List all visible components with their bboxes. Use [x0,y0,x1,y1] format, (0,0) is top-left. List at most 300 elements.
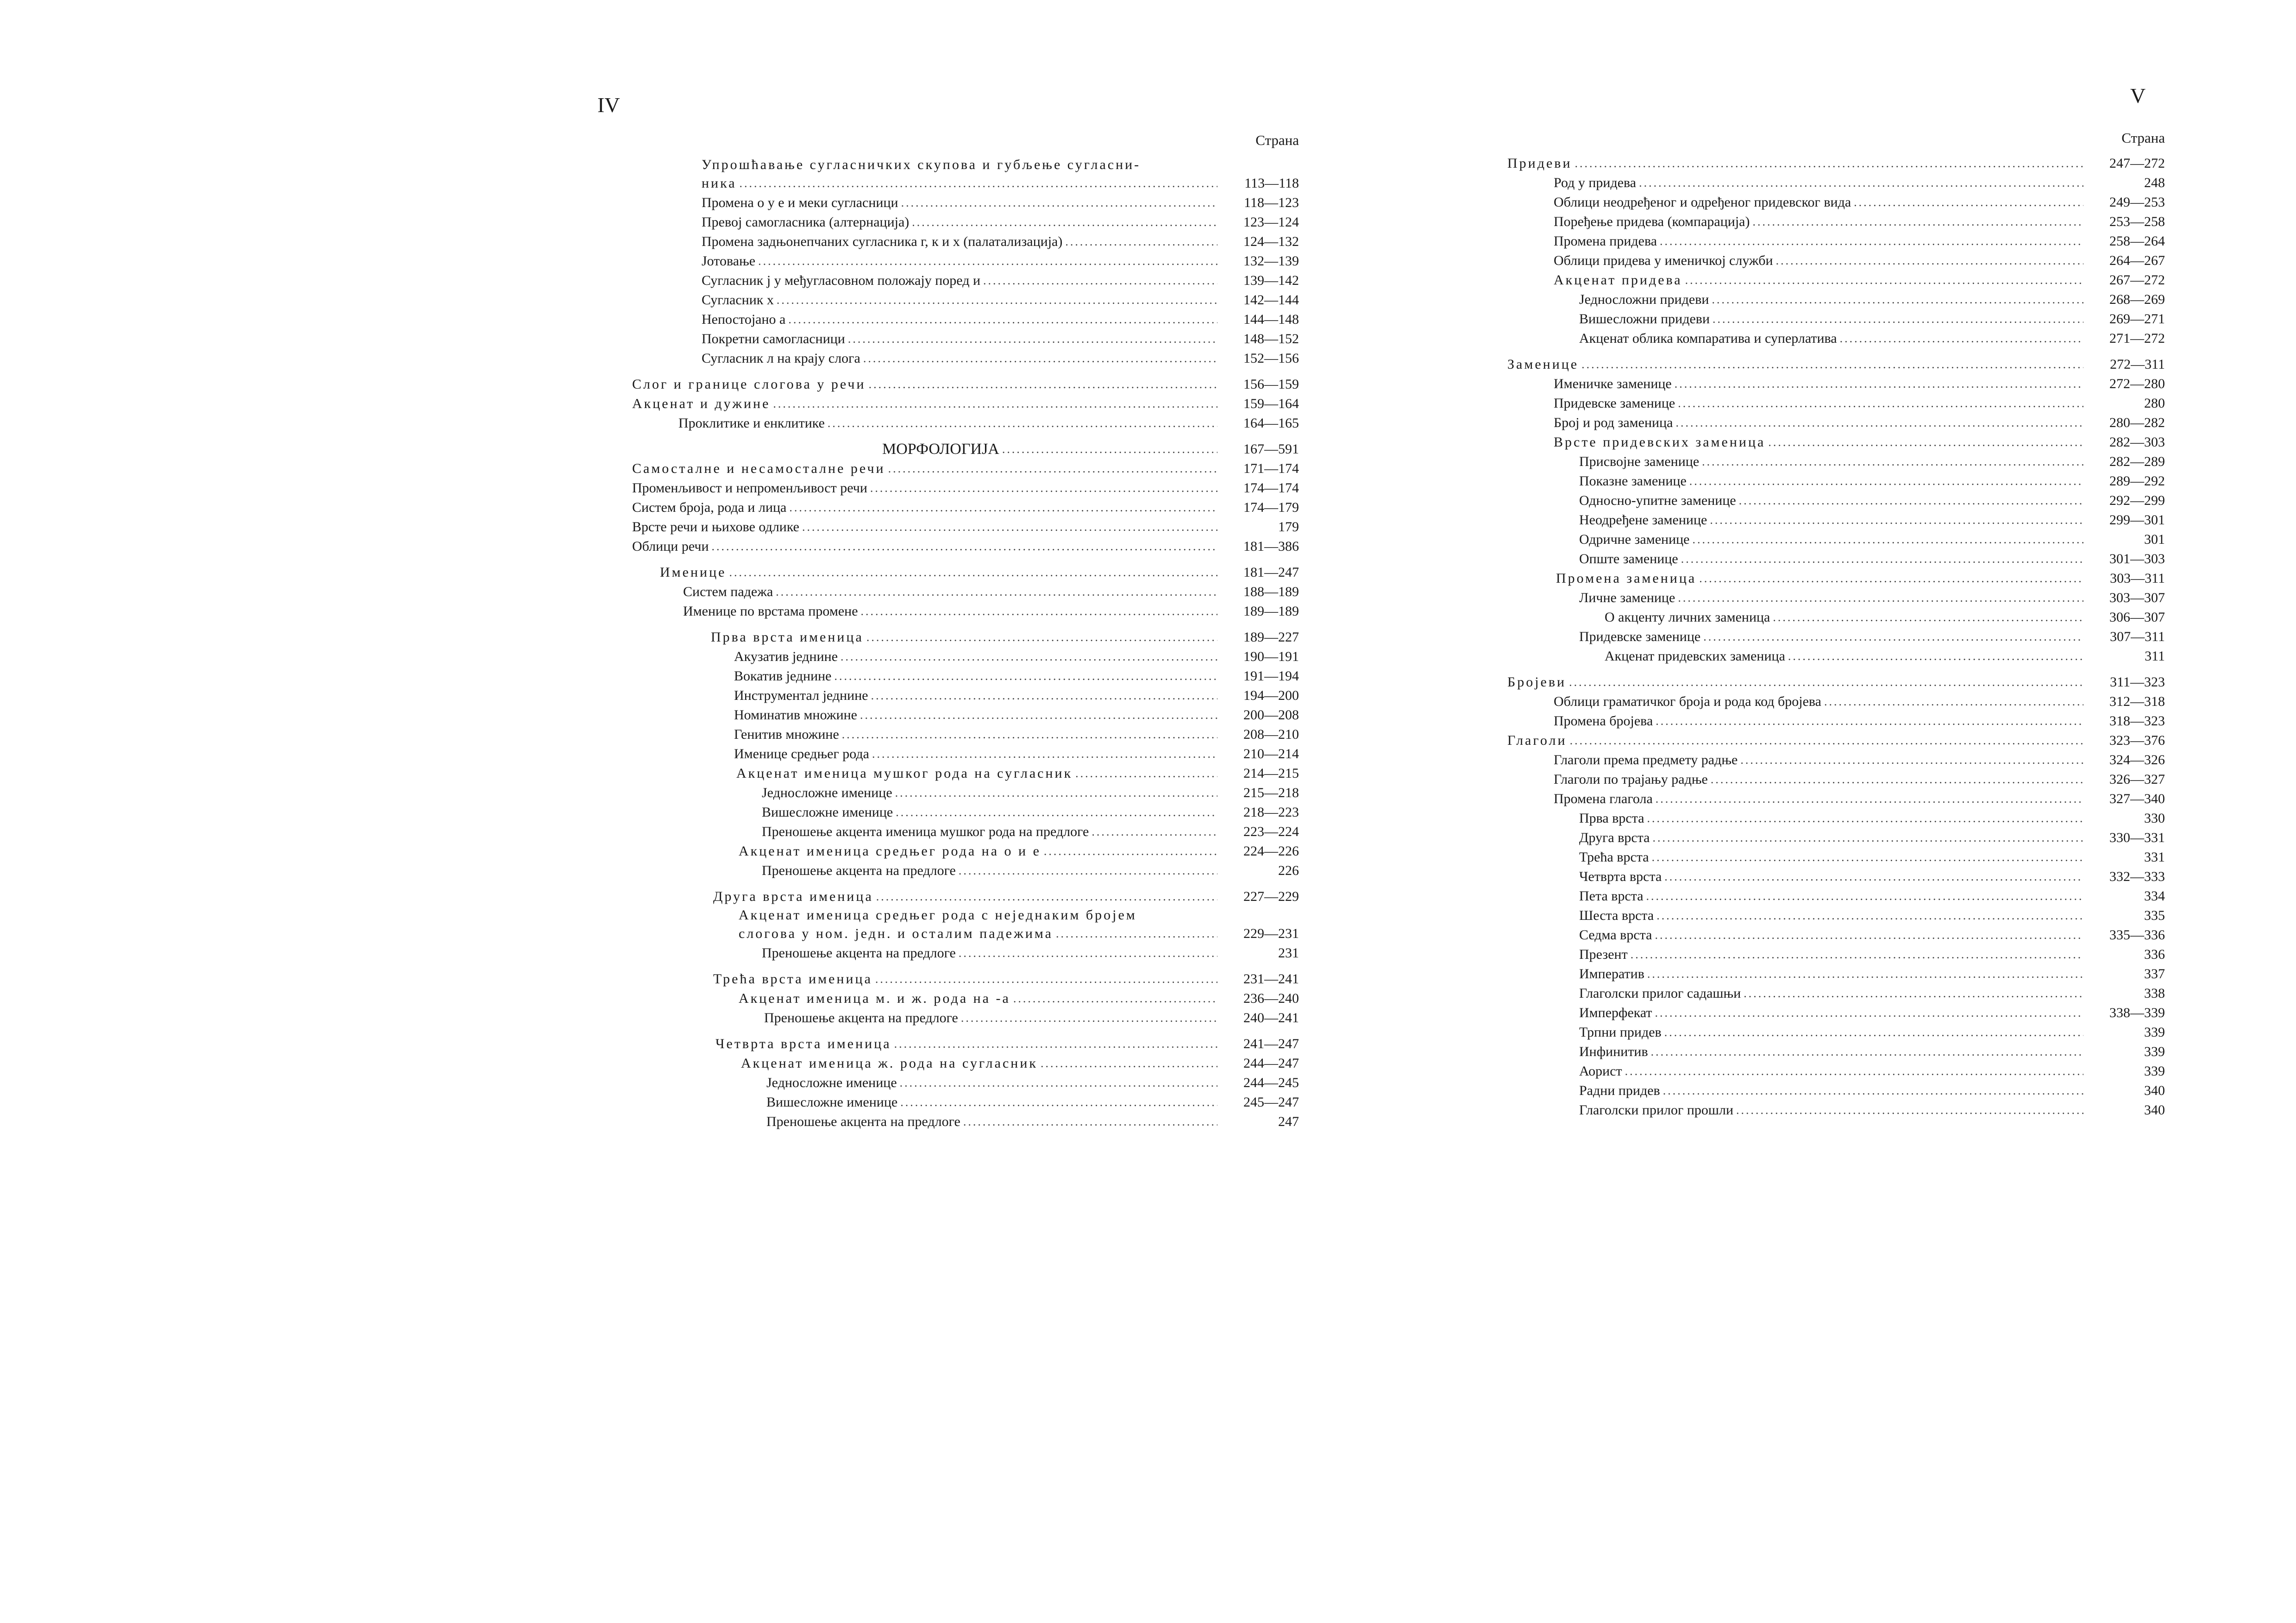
toc-entry-label: Показне заменице [1579,473,1687,489]
toc-entry [1507,925,2165,945]
leader-dots [1685,270,2083,290]
toc-entry [632,989,1299,1008]
toc-entry-line1: Упрошћавање сугласничких скупова и губљење сугласни- [702,157,1141,172]
toc-entry-label: Императив [1579,966,1644,981]
toc-page-range: 214—215 [1243,766,1299,781]
toc-page-range: 264—267 [2109,253,2165,268]
toc-page-range: 167—591 [1243,441,1299,457]
leader-dots [1681,549,2083,569]
toc-entry [632,193,1299,213]
toc-page-range: 301—303 [2109,551,2165,566]
toc-entry [632,537,1299,556]
toc-entry-label: Презент [1579,947,1628,962]
toc-entry [632,705,1299,725]
leader-dots [900,1093,1217,1112]
leader-dots [842,725,1217,744]
leader-dots [1768,433,2083,452]
toc-entry-label: Акценат облика компаратива и суперлатива [1579,331,1837,346]
toc-entry [1507,887,2165,906]
toc-entry [1507,530,2165,549]
toc-entry [632,478,1299,498]
leader-dots [1652,848,2083,867]
leader-dots [901,193,1217,213]
toc-page-range: 327—340 [2109,791,2165,806]
leader-dots [1739,491,2083,510]
leader-dots [869,375,1217,394]
leader-dots [1699,569,2083,588]
leader-dots [712,537,1217,556]
toc-entry-label: Радни придев [1579,1083,1660,1098]
leader-dots [1675,413,2083,433]
leader-dots [834,667,1218,686]
toc-entry-label: Промена бројева [1554,713,1653,729]
toc-entry [632,375,1299,394]
toc-entry [632,887,1299,906]
leader-dots [1824,692,2083,711]
toc-entry-label: Једносложне именице [762,785,892,800]
toc-entry [1507,828,2165,848]
toc-page-range: 282—303 [2109,434,2165,450]
leader-dots [1689,472,2083,491]
toc-entry [1507,413,2165,433]
toc-entry [1507,433,2165,452]
toc-entry [1507,809,2165,828]
toc-page-range: 271—272 [2109,331,2165,346]
toc-entry [1507,1042,2165,1062]
leader-dots [1575,154,2083,173]
toc-page-range: 171—174 [1243,461,1299,476]
toc-entry [632,329,1299,349]
toc-page-range: 267—272 [2109,272,2165,288]
toc-entry-label: Преношење акцента на предлоге [762,863,956,878]
toc-entry-label: Именице средњег рода [734,746,869,761]
toc-page-range: 299—301 [2109,512,2165,528]
toc-entry [1507,673,2165,692]
toc-page-range: 330—331 [2109,830,2165,845]
leader-dots [1652,828,2083,848]
toc-entry [1507,692,2165,711]
left-page-number: IV [597,93,620,117]
toc-entry-label: Инфинитив [1579,1044,1648,1059]
toc-entry-label: Променљивост и непроменљивост речи [632,480,867,496]
leader-dots [888,459,1217,478]
toc-page-range: 340 [2144,1083,2165,1098]
leader-dots [740,174,1217,193]
toc-entry [1507,964,2165,984]
toc-page-range: 174—179 [1243,500,1299,515]
leader-dots [861,602,1217,621]
toc-page-range: 189—189 [1243,604,1299,619]
toc-entry [632,822,1299,842]
toc-page-range: 159—164 [1243,396,1299,411]
toc-page-range: 303—311 [2110,571,2165,586]
toc-entry-label: Глаголски прилог садашњи [1579,986,1741,1001]
toc-page-range: 231 [1278,945,1299,961]
toc-page-range: 338 [2144,986,2165,1001]
toc-entry [632,252,1299,271]
leader-dots [777,290,1217,310]
toc-entry [632,647,1299,667]
leader-dots [1656,711,2083,731]
leader-dots [1660,232,2083,251]
leader-dots [758,252,1217,271]
toc-entry-label: Промена задњонепчаних сугласника г, к и х (палатализација) [702,234,1063,249]
toc-entry [632,459,1299,478]
toc-entry [1507,355,2165,374]
toc-entry [632,861,1299,881]
leader-dots [1713,309,2083,329]
toc-entry-label: Сугласник л на крају слога [702,351,860,366]
toc-page-range: 311—323 [2110,674,2165,690]
toc-page-range: 335—336 [2109,927,2165,943]
toc-entry-label: МОРФОЛОГИЈА [882,440,999,458]
toc-entry [632,213,1299,232]
toc-entry [632,1073,1299,1093]
leader-dots [1752,212,2083,232]
toc-entry-label: Акценат именица ж. рода на сугласник [741,1056,1038,1071]
toc-entry-label: Одричне заменице [1579,532,1690,547]
left-column-header: Страна [1255,132,1299,148]
leader-dots [1736,1101,2083,1120]
toc-entry-label: Покретни самогласници [702,331,845,346]
leader-dots [1664,867,2083,887]
toc-entry-label: Акузатив једнине [734,649,838,664]
toc-entry [1507,647,2165,666]
toc-entry [632,394,1299,414]
toc-page-range: 189—227 [1243,629,1299,645]
leader-dots [1655,925,2083,945]
leader-dots [1678,394,2083,413]
leader-dots [1703,627,2083,647]
toc-entry [1507,510,2165,530]
toc-entry [1507,1023,2165,1042]
toc-page-range: 249—253 [2109,195,2165,210]
leader-dots [900,1073,1217,1093]
toc-entry [632,764,1299,783]
leader-dots [1744,984,2083,1003]
toc-page-range: 324—326 [2109,752,2165,767]
toc-entry-label: Непостојано а [702,312,786,327]
toc-entry [1507,945,2165,964]
toc-entry-label: Односно-упитне заменице [1579,493,1736,508]
leader-dots [983,271,1217,290]
toc-section-heading [632,440,1299,459]
toc-page-range: 156—159 [1243,377,1299,392]
toc-entry [632,783,1299,803]
leader-dots [776,582,1217,602]
toc-entry-label: Промена заменица [1556,571,1697,586]
leader-dots [1631,945,2083,964]
toc-entry-label: Облици придева у именичкој служби [1554,253,1773,268]
toc-entry-label: Глаголски прилог прошли [1579,1102,1734,1118]
toc-entry-label: Акценат придева [1554,272,1682,288]
toc-page-range: 179 [1278,519,1299,535]
toc-page-range: 248 [2144,175,2165,190]
leader-dots [912,213,1217,232]
leader-dots [1655,1003,2083,1023]
toc-entry-label: Глаголи према предмету радње [1554,752,1738,767]
leader-dots [1569,673,2083,692]
leader-dots [1773,608,2083,627]
toc-entry [1507,212,2165,232]
toc-entry-label: Промена глагола [1554,791,1653,806]
toc-page-range: 113—118 [1244,176,1299,191]
toc-page-range: 148—152 [1243,331,1299,346]
toc-entry-label: Инструментал једнине [734,688,868,703]
toc-page-range: 224—226 [1243,843,1299,859]
leader-dots [1646,887,2083,906]
toc-page-range: 215—218 [1243,785,1299,800]
toc-page-range: 241—247 [1243,1036,1299,1051]
leader-dots [1092,822,1217,842]
leader-dots [1647,809,2083,828]
toc-entry-label: О акценту личних заменица [1605,610,1770,625]
toc-page-range: 301 [2144,532,2165,547]
leader-dots [1776,251,2083,270]
toc-entry-label: Преношење акцента на предлоге [762,945,956,961]
toc-page-range: 272—311 [2110,357,2165,372]
leader-dots [1013,989,1217,1008]
toc-entry [632,602,1299,621]
toc-entry-label: Врсте придевских заменица [1554,434,1766,450]
toc-page-range: 144—148 [1243,312,1299,327]
toc-entry [632,232,1299,252]
toc-entry [1507,848,2165,867]
toc-entry-label: Вокатив једнине [734,668,832,684]
toc-entry-label: Систем падежа [683,584,773,599]
toc-page-range: 339 [2144,1025,2165,1040]
toc-entry-label: Вишесложне именице [762,805,893,820]
toc-entry [1507,984,2165,1003]
toc-page-range: 280—282 [2109,415,2165,430]
toc-entry [632,349,1299,368]
toc-entry-label: Седма врста [1579,927,1652,943]
toc-entry [1507,1062,2165,1081]
toc-entry [632,725,1299,744]
leader-dots [1065,232,1217,252]
leader-dots [773,394,1217,414]
toc-page-range: 336 [2144,947,2165,962]
toc-page-range: 223—224 [1243,824,1299,839]
toc-entry [1507,588,2165,608]
toc-entry [632,517,1299,537]
leader-dots [1647,964,2083,984]
toc-entry-label: Друга врста именица [713,889,873,904]
toc-entry [632,667,1299,686]
toc-page-range: 210—214 [1243,746,1299,761]
leader-dots [802,517,1217,537]
toc-page-range: 218—223 [1243,805,1299,820]
toc-entry [1507,309,2165,329]
leader-dots [1570,731,2083,750]
toc-entry [1507,569,2165,588]
toc-entry [1507,173,2165,193]
toc-page-range: 181—386 [1243,539,1299,554]
toc-entry-label: Придеви [1507,156,1572,171]
toc-entry-label: Преношење акцента именица мушког рода на предлоге [762,824,1089,839]
leader-dots [870,478,1217,498]
toc-entry-label: Акценат придевских заменица [1605,648,1785,664]
toc-entry [632,1054,1299,1073]
toc-page-range: 247—272 [2109,156,2165,171]
toc-page-range: 289—292 [2109,473,2165,489]
leader-dots [1664,1023,2083,1042]
toc-entry-line2: слогова у ном. једн. и осталим падежима [739,926,1053,941]
toc-entry-line1: Акценат именица средњег рода с неједнаким бројем [739,907,1137,923]
toc-page-range: 307—311 [2110,629,2165,644]
toc-entry-label: Превој самогласника (алтернација) [702,214,910,230]
toc-page-range: 229—231 [1243,926,1299,941]
toc-entry-label: Прва врста именица [711,629,864,645]
leader-dots [872,744,1217,764]
leader-dots [1854,193,2083,212]
leader-dots [789,498,1217,517]
toc-entry-label: Сугласник ј у међугласовном положају поред и [702,273,981,288]
toc-entry [632,906,1299,944]
toc-page-range: 236—240 [1243,991,1299,1006]
toc-entry-label: Вишесложни придеви [1579,311,1710,327]
toc-entry-label: Аорист [1579,1063,1622,1079]
toc-entry-label: Именичке заменице [1554,376,1672,391]
toc-entry-label: Придевске заменице [1579,629,1701,644]
toc-entry [1507,329,2165,348]
toc-entry-label: Слог и границе слогова у речи [632,377,866,392]
toc-entry-label: Заменице [1507,357,1579,372]
leader-dots [961,1008,1217,1028]
toc-entry-label: Облици граматичког броја и рода код бројева [1554,694,1821,709]
toc-entry-label: Присвојне заменице [1579,454,1700,469]
toc-page-range: 339 [2144,1044,2165,1059]
toc-page-range: 258—264 [2109,233,2165,249]
toc-page-range: 231—241 [1243,971,1299,987]
toc-page-range: 244—247 [1243,1056,1299,1071]
right-page-toc [1507,130,2165,1120]
toc-entry-label: Имперфекат [1579,1005,1652,1020]
toc-entry [1507,1101,2165,1120]
leader-dots [863,349,1217,368]
toc-entry [1507,1081,2165,1101]
leader-dots [875,969,1217,989]
toc-entry-label: Друга врста [1579,830,1650,845]
leader-dots [828,414,1217,433]
toc-entry [1507,711,2165,731]
toc-entry-label: Род у придева [1554,175,1637,190]
toc-page-range: 181—247 [1243,565,1299,580]
toc-entry-label: Трећа врста [1579,849,1649,865]
leader-dots [1675,374,2083,394]
toc-page-range: 174—174 [1243,480,1299,496]
toc-page-range: 244—245 [1243,1075,1299,1090]
toc-entry [632,290,1299,310]
toc-entry-label: Облици речи [632,539,709,554]
leader-dots [860,705,1217,725]
toc-entry-label: Систем броја, рода и лица [632,500,787,515]
toc-page-range: 226 [1278,863,1299,878]
toc-entry [632,563,1299,582]
leader-dots [1002,440,1217,459]
toc-page-range: 331 [2144,849,2165,865]
toc-page-range: 139—142 [1243,273,1299,288]
toc-entry-label: Трећа врста именица [713,971,872,987]
toc-entry-label: Преношење акцента на предлоге [766,1114,960,1129]
toc-entry [1507,374,2165,394]
toc-entry-label: Глаголи по трајању радње [1554,772,1708,787]
toc-entry [632,271,1299,290]
leader-dots [848,329,1217,349]
toc-entry-label: Шеста врста [1579,908,1654,923]
leader-dots [871,686,1217,705]
toc-page-range: 245—247 [1243,1095,1299,1110]
toc-entry-label: Проклитике и енклитике [678,415,825,431]
toc-entry [632,1008,1299,1028]
toc-entry [632,842,1299,861]
leader-dots [788,310,1217,329]
toc-entry [1507,627,2165,647]
toc-entry [632,582,1299,602]
toc-entry-label: Прва врста [1579,811,1644,826]
leader-dots [1581,355,2083,374]
toc-entry-label: Номинатив множине [734,707,858,723]
right-page-number: V [2130,84,2146,107]
toc-entry-label: Акценат именица мушког рода на сугласник [736,766,1073,781]
leader-dots [1788,647,2083,666]
leader-dots [1712,290,2083,309]
toc-entry-label: Придевске заменице [1554,396,1675,411]
toc-page-range: 280 [2144,396,2165,411]
toc-page-range: 339 [2144,1063,2165,1079]
toc-page-range: 253—258 [2109,214,2165,229]
toc-entry-label: Именице по врстама промене [683,604,858,619]
toc-page-range: 269—271 [2109,311,2165,327]
leader-dots [1075,764,1217,783]
toc-entry-label: Промена о у е и меки сугласници [702,195,898,210]
leader-dots [866,628,1217,647]
leader-dots [1678,588,2083,608]
leader-dots [959,944,1217,963]
toc-entry-label: Једносложне именице [766,1075,897,1090]
leader-dots [1656,789,2083,809]
toc-entry [632,156,1299,193]
toc-entry-label: Акценат именица м. и ж. рода на -а [739,991,1010,1006]
toc-entry [1507,608,2165,627]
toc-entry [1507,770,2165,789]
toc-entry-label: Једносложни придеви [1579,292,1709,307]
leader-dots [1740,750,2083,770]
toc-entry [1507,290,2165,309]
toc-entry [1507,867,2165,887]
toc-entry [632,744,1299,764]
toc-entry [632,414,1299,433]
leader-dots [841,647,1217,667]
toc-entry [632,969,1299,989]
leader-dots [1663,1081,2083,1101]
leader-dots [1702,452,2083,472]
toc-entry-label: Бројеви [1507,674,1567,690]
toc-page-range: 247 [1278,1114,1299,1129]
leader-dots [894,1034,1217,1054]
toc-page-range: 272—280 [2109,376,2165,391]
toc-entry [632,498,1299,517]
toc-page-range: 191—194 [1243,668,1299,684]
toc-page-range: 337 [2144,966,2165,981]
left-page-toc [632,132,1299,1132]
leader-dots [1625,1062,2083,1081]
leader-dots [1056,924,1217,944]
toc-page-range: 340 [2144,1102,2165,1118]
toc-entry [1507,491,2165,510]
toc-page-range: 194—200 [1243,688,1299,703]
leader-dots [1840,329,2083,348]
